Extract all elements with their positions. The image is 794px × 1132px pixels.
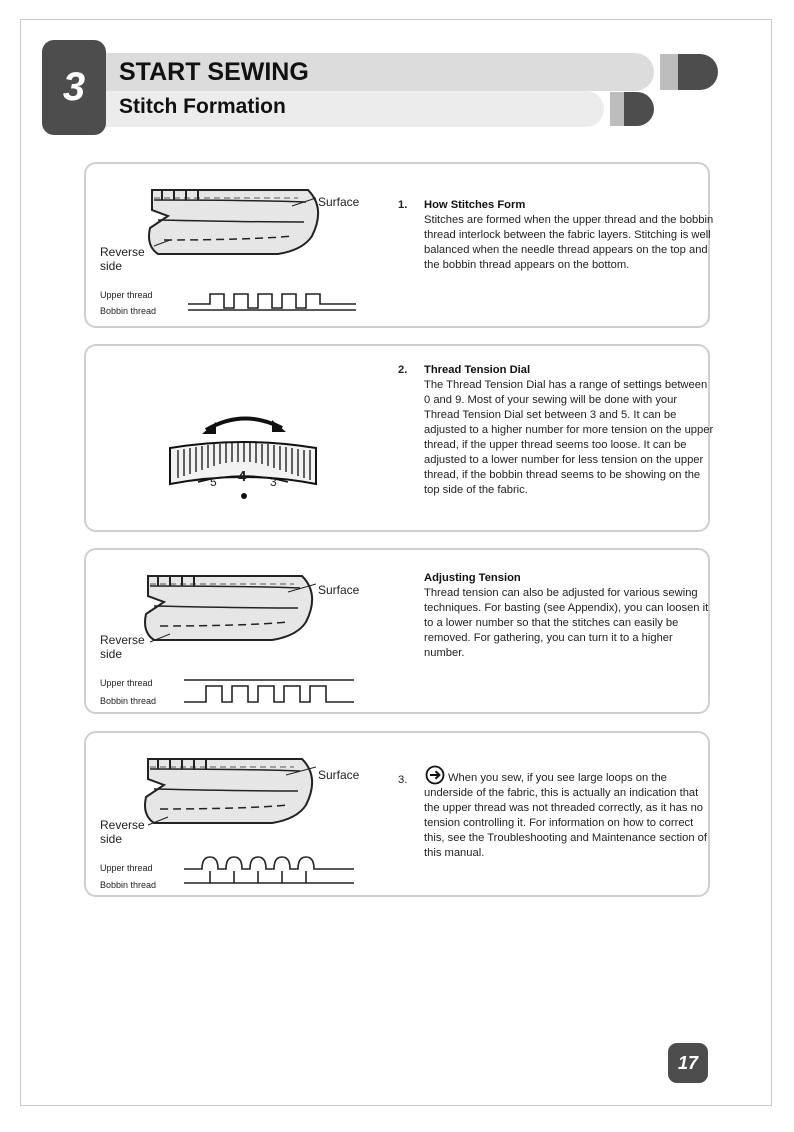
section-body-text: When you sew, if you see large loops on the underside of the fabric, this is actually an indication that the upper thread was not threaded correctly, as it has no tension controlling it. For information on how to correct this, see the Troubleshooting and Maintenance section of this manual. [424,772,707,859]
reverse-side-label: Reverse [100,245,145,259]
upper-thread-label: Upper thread [100,863,153,873]
section-panel-thread-tension-dial [84,344,714,532]
tension-dial-diagram [98,358,388,518]
stitch-diagram-balanced [98,176,388,321]
upper-thread-label: Upper thread [100,678,153,688]
reverse-side-label-2: side [100,832,123,846]
reverse-side-label-2: side [100,259,123,273]
section-body: Thread tension can also be adjusted for various sewing techniques. For basting (see Appendix), you can loosen it to a lower number so that the stitches can easily be removed. For gathering, you can turn it to a higher number. [424,587,709,659]
section-number: 2. [398,364,408,376]
surface-label: Surface [318,195,360,209]
upper-thread-label: Upper thread [100,290,153,300]
dial-indicator-dot [241,493,247,499]
section-body [424,765,714,861]
section-panel-adjusting-tension [84,548,710,714]
dial-arrow [206,418,282,430]
stitch-diagram-loops [98,745,388,890]
dial-number-5: 5 [210,475,217,489]
section-body: The Thread Tension Dial has a range of settings between 0 and 9. Most of your sewing will be done with your Thread Tension Dial set between 3 and 5. It can be adjusted to a higher number for more tension on the upper thread, if the upper thread seems too loose. It can be adjusted to a lower number for less tension on the upper thread, if the bobbin thread seems to be showing on the top side of the fabric. [424,379,714,496]
stitch-diagram-loose [98,562,388,707]
reverse-side-label: Reverse [100,818,145,832]
thread-loops-diagram [184,857,354,869]
section-heading: Adjusting Tension [424,572,521,584]
bobbin-thread-label: Bobbin thread [100,880,157,890]
bobbin-thread-label: Bobbin thread [100,696,157,706]
surface-label: Surface [318,768,360,782]
section-heading: Thread Tension Dial [424,364,531,376]
header-tab [678,54,718,90]
dial-number-3: 3 [270,475,277,489]
section-number: 1. [398,199,408,211]
section-heading: How Stitches Form [424,199,526,211]
chapter-badge: 3 [42,40,106,135]
section-panel-how-stitches-form [84,162,714,328]
reverse-side-label: Reverse [100,633,145,647]
section-panel-loops-underside [84,731,710,897]
surface-label: Surface [318,583,360,597]
dial-number-4: 4 [238,468,247,485]
thread-interlock-diagram [188,294,356,308]
bobbin-thread-label: Bobbin thread [100,306,157,316]
section-body: Stitches are formed when the upper thread and the bobbin thread interlock between the fabric layers. Stitching is well balanced when the needle thread appears on the top and the bobbin thread appears on the bottom. [424,214,714,271]
arrow-right-circle-icon [424,765,446,785]
section-number: 3. [398,774,408,786]
page-title: START SEWING [119,58,309,86]
page-subtitle: Stitch Formation [119,95,286,118]
reverse-side-label-2: side [100,647,123,661]
page-number: 17 [668,1043,708,1083]
